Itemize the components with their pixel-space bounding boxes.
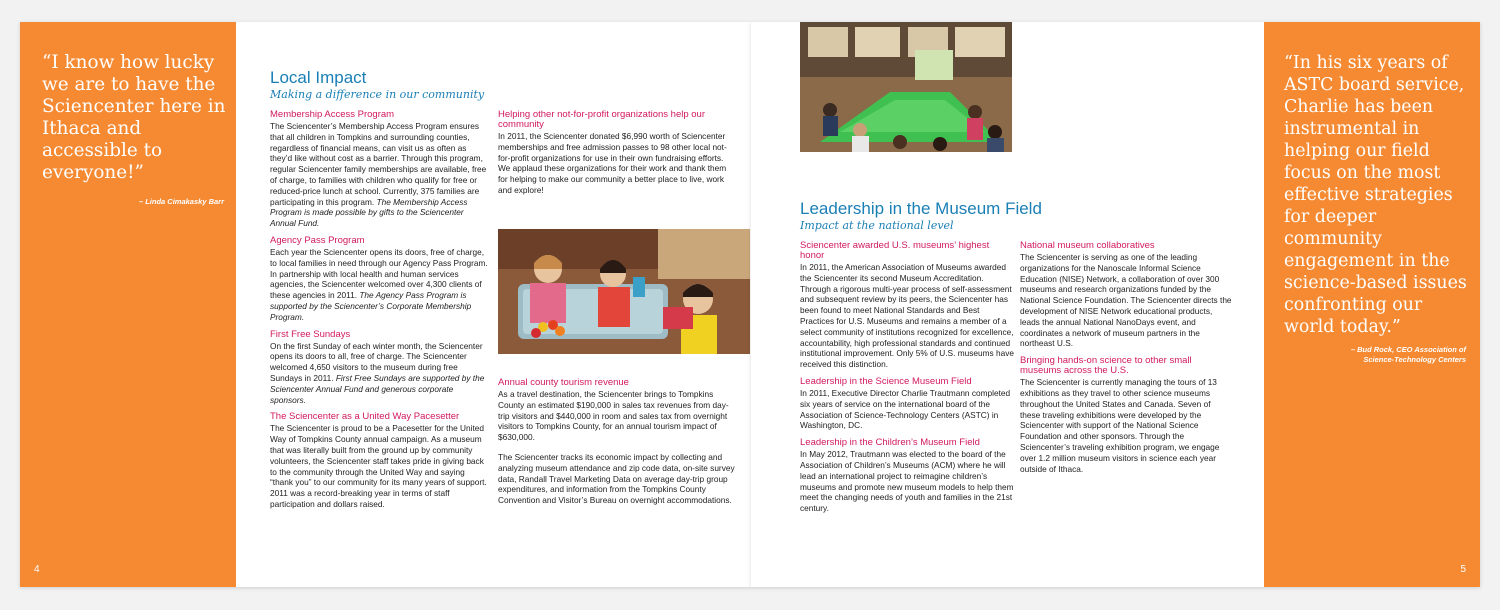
leadership-column-1 (800, 241, 1014, 514)
free-sundays-heading: First Free Sundays (270, 328, 351, 340)
collaboratives-body: The Sciencenter is serving as one of the leading organizations for the Nanoscale Informal Science Education (NISE) Network, a collaboration of over 300 museums and research organizations funded by the National Science Foundation. The Sciencenter directs the development of NISE Network educational products, leads the annual National NanoDays event, and coordinates a network of museum partners in the northeast U.S. (1020, 252, 1232, 349)
tourism-heading: Annual county tourism revenue (498, 377, 629, 388)
childrens-museum-leadership-body: In May 2012, Trautmann was elected to the board of the Association of Children’s Museums (ACM) where he will lead an international project to reimagine children’s museums and promote new museum models to help them meet the changing needs of youth and families in the 21st century. (800, 449, 1014, 514)
right-pull-quote: “In his six years of ASTC board service, Charlie has been instrumental in helping our field focus on the most effective strategies for deeper community engagement in the science-based issues confronting our world today.” (1284, 53, 1467, 337)
page-number-right: 5 (1460, 564, 1466, 575)
right-page (751, 22, 1480, 587)
tourism-body: As a travel destination, the Sciencenter brings to Tompkins County an estimated $190,000 in sales tax revenues from day-trip visitors and $440,000 in room and sales tax from overnight visitors to Tompkins County, for an annual tourism impact of $630,000. (498, 389, 729, 443)
local-impact-title: Local Impact (270, 68, 367, 87)
tourism-body-2: The Sciencenter tracks its economic impact by collecting and analyzing museum attendance and zip code data, on-site survey data, Randall Travel Marketing Data on average day-trip group expenditures, and information from the Tompkins County Convention and Visitor’s Bureau on overnight accommodations. (498, 451, 735, 506)
left-page (20, 22, 751, 587)
children-playing-illustration (498, 229, 750, 354)
agency-pass-body: Each year the Sciencenter opens its doors, free of charge, to local families in need through our Agency Pass Program. In partnership with local health and human services agencies, the Sciencenter welcomed over 4,300 clients of these agencies in 2011. The Agency Pass Program is supported by the Sciencenter’s Corporate Membership Program. (270, 246, 488, 322)
free-sundays-body: On the first Sunday of each winter month, the Sciencenter opens its doors to all, free of charge. The Sciencenter welcomed 4,650 visitors to the museum during free Sundays in 2011. First Free Sundays are supported by the Sciencenter Annual Fund and generous corporate sponsors. (270, 340, 485, 405)
leadership-title: Leadership in the Museum Field (800, 199, 1042, 218)
accreditation-body: In 2011, the American Association of Museums awarded the Sciencenter its second Museum Accreditation. Through a rigorous multi-year process of self-assessment and subsequent review by its peers, the Sciencenter has been found to meet National Standards and Best Practices for U.S. Museums and remains a member of a select community of institutions recognized for excellence, accountability, high professional standards and continued institutional improvement. Only 5% of U.S. museums have received this distinction. (800, 262, 1014, 370)
classroom-meeting-photo (800, 22, 1012, 152)
local-impact-column-2-bottom (498, 378, 736, 506)
membership-heading: Membership Access Program (270, 109, 395, 120)
right-attribution-line-2: Science-Technology Centers (1363, 355, 1466, 364)
left-quote-attribution: – Linda Cimakasky Barr (138, 197, 224, 206)
childrens-museum-leadership-heading: Leadership in the Children’s Museum Field (800, 437, 980, 449)
left-quote-panel (20, 22, 236, 587)
not-for-profit-heading: Helping other not-for-profit organizations help our community (498, 109, 706, 130)
leadership-subtitle: Impact at the national level (800, 219, 954, 232)
page-number-left: 4 (34, 564, 40, 575)
left-pull-quote: “I know how lucky we are to have the Sciencenter here in Ithaca and accessible to everyone!” (42, 52, 226, 183)
leadership-column-2 (1020, 241, 1232, 474)
united-way-heading: The Sciencenter as a United Way Pacesetter (270, 411, 460, 423)
right-attribution-line-1: – Bud Rock, CEO Association of (1350, 345, 1466, 354)
right-quote-panel (1264, 22, 1480, 587)
children-playing-photo (498, 229, 750, 354)
classroom-meeting-illustration (800, 22, 1012, 152)
membership-body: The Sciencenter’s Membership Access Program ensures that all children in Tompkins and surrounding counties, regardless of financial means, can visit us as often as they’d like without cost as a barrier. Through this program, regular Sciencenter family memberships are available, free of charge, to families with children who qualify for free or reduced-price lunch at school. Currently, 375 families are participating in this program. The Membership Access Program is made possible by gifts to the Sciencenter Annual Fund. (270, 121, 487, 229)
science-museum-leadership-heading: Leadership in the Science Museum Field (800, 375, 972, 387)
traveling-exhibits-heading: Bringing hands-on science to other small museums across the U.S. (1020, 355, 1192, 377)
local-impact-column-2-top (498, 110, 734, 196)
local-impact-column-1 (270, 110, 490, 510)
accreditation-heading: Sciencenter awarded U.S. museums’ highest honor (800, 240, 990, 261)
right-quote-attribution (1296, 345, 1466, 365)
not-for-profit-body: In 2011, the Sciencenter donated $6,990 worth of Sciencenter memberships and free admission passes to 98 other local not-for-profit organizations for use in their own fundraising efforts. We applaud these organizations for their work and thank them for helping to make our community a better place to live, work and explore! (498, 131, 727, 195)
local-impact-subtitle: Making a difference in our community (270, 88, 485, 101)
traveling-exhibits-body: The Sciencenter is currently managing the tours of 13 exhibitions as they travel to other science museums throughout the United States and Canada. Seven of these traveling exhibitions were developed by the Sciencenter with support of the National Science Foundation and other sponsors. Through the Sciencenter’s traveling exhibition program, we engage over 1.2 million museum visitors in science each year outside of Ithaca. (1020, 377, 1220, 474)
collaboratives-heading: National museum collaboratives (1020, 240, 1155, 251)
science-museum-leadership-body: In 2011, Executive Director Charlie Trautmann completed six years of service on the international board of the Association of Science-Technology Centers (ASTC) in Washington, DC. (800, 387, 1011, 431)
agency-pass-heading: Agency Pass Program (270, 234, 365, 246)
united-way-body: The Sciencenter is proud to be a Pacesetter for the United Way of Tompkins County annual campaign. As a museum that was literally built from the ground up by community volunteers, the Sciencenter staff takes pride in giving back to the community through the United Way and saying “thank you” to our community for its many years of support. 2011 was a record-breaking year in terms of staff participation and dollars raised. (270, 423, 487, 509)
